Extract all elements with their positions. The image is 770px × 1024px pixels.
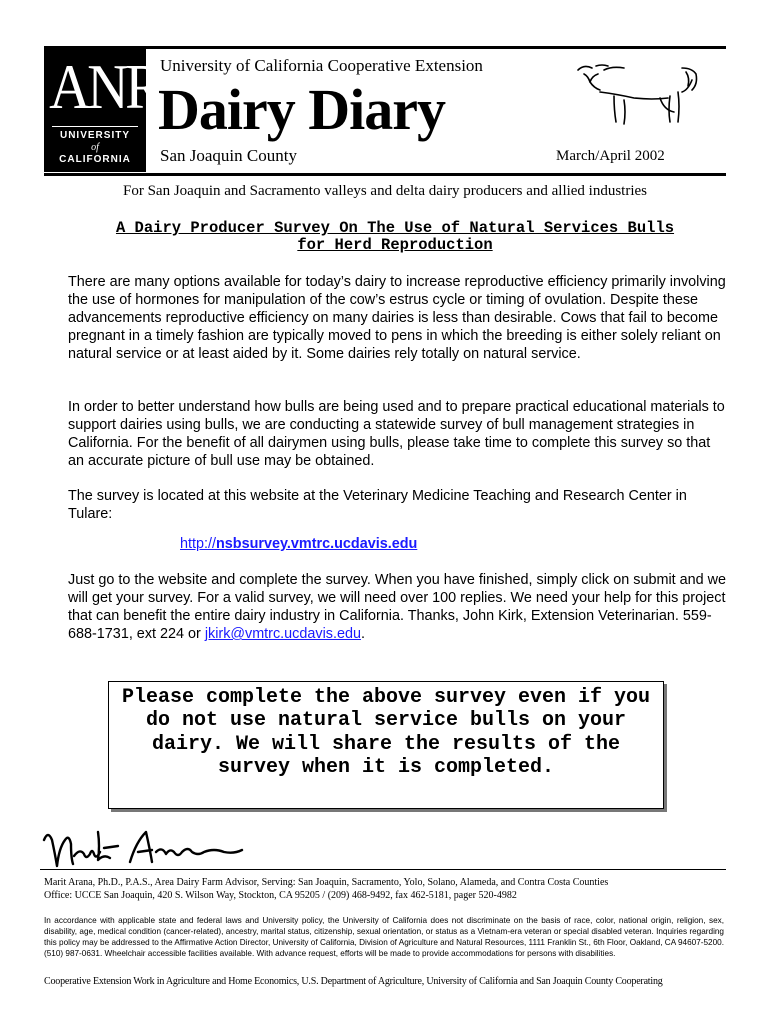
article-paragraph-4-text: Just go to the website and complete the survey. When you have finished, simply click on submit and we will get your survey. For a valid survey, we will need over 100 replies. We need your help for this project that can benefit the entire dairy industry in California. Thanks, John Kirk, Extension Veterinarian. 559-688-1731, ext 224 or xyxy=(68,572,727,642)
office-contact: Office: UCCE San Joaquin, 420 S. Wilson Way, Stockton, CA 95205 / (209) 468-9492, fax 462-5181, pager 520-4982 xyxy=(44,890,517,901)
article-paragraph-4 xyxy=(68,571,728,643)
newsletter-title: Dairy Diary xyxy=(158,77,445,142)
cow-icon xyxy=(574,60,706,146)
organization-name: University of California Cooperative Extension xyxy=(160,56,483,75)
masthead-top-rule xyxy=(146,46,726,49)
logo-of: of xyxy=(91,142,99,153)
article-paragraph-2: In order to better understand how bulls are being used and to prepare practical educational materials to support dairies using bulls, we are conducting a statewide survey of bull management strategies in California. For the benefit of all dairymen using bulls, please take time to complete this survey so that an accurate picture of bull use may be obtained. xyxy=(68,399,725,469)
county-name: San Joaquin County xyxy=(160,146,297,165)
survey-callout-text: Please complete the above survey even if you do not use natural service bulls on your dairy. We will share the results of the survey when it is completed. xyxy=(121,686,651,780)
article-heading-line1: A Dairy Producer Survey On The Use of Natural Services Bulls xyxy=(115,219,675,237)
article-heading-line2: for Herd Reproduction xyxy=(297,236,493,254)
survey-link-prefix: http:// xyxy=(180,536,216,552)
contact-email-link[interactable]: jkirk@vmtrc.ucdavis.edu xyxy=(204,626,361,642)
logo-letters: ANR xyxy=(49,51,160,122)
issue-date: March/April 2002 xyxy=(556,148,665,164)
logo-rule xyxy=(52,126,138,127)
newsletter-tagline: For San Joaquin and Sacramento valleys and delta dairy producers and allied industries xyxy=(122,183,648,199)
article-paragraph-3: The survey is located at this website at the Veterinary Medicine Teaching and Research Center in Tulare: xyxy=(68,488,687,522)
advisor-credit: Marit Arana, Ph.D., P.A.S., Area Dairy Farm Advisor, Serving: San Joaquin, Sacramento, Yolo, Solano, Alameda, and Contra Costa Counties xyxy=(44,877,609,888)
article-heading xyxy=(60,220,730,254)
logo-california: CALIFORNIA xyxy=(59,154,131,165)
survey-link-host: nsbsurvey.vmtrc.ucdavis.edu xyxy=(216,536,418,552)
survey-link[interactable] xyxy=(180,536,417,552)
cooperating-statement: Cooperative Extension Work in Agriculture and Home Economics, U.S. Department of Agriculture, University of California and San Joaquin County Cooperating xyxy=(44,976,663,987)
signature-icon xyxy=(38,822,288,872)
signature-rule xyxy=(40,869,726,870)
paragraph-4-end: . xyxy=(360,626,365,642)
anr-logo xyxy=(44,46,160,172)
logo-university: UNIVERSITY xyxy=(59,130,130,141)
masthead-bottom-rule xyxy=(44,173,726,176)
nondiscrimination-policy: In accordance with applicable state and federal laws and University policy, the University of California does not discriminate on the basis of race, color, national origin, religion, sex, disability, age, medical condition (cancer-related), ancestry, marital status, citizenship, sexual orientation, or status as a Vietnam-era veteran or special disabled veteran. Inquiries regarding this policy may be addressed to the Affirmative Action Director, University of California, Division of Agriculture and Natural Resources, 1111 Franklin St., 6th Floor, Oakland, CA 94607-5200. (510) 987-0631. Wheelchair accessible facilities available. With advance request, efforts will be made to provide accommodations for persons with disabilities. xyxy=(44,916,724,958)
article-paragraph-1: There are many options available for today’s dairy to increase reproductive efficiency primarily involving the use of hormones for manipulation of the cow’s estrus cycle or timing of ovulation. Despite these advancements reproductive efficiency on many dairies is less than desirable. Cows that fail to become pregnant in a timely fashion are typically moved to pens in which the breeding is either solely reliant on natural service or at least aided by it. Some dairies rely totally on natural service. xyxy=(68,274,726,362)
survey-callout-box xyxy=(108,681,664,809)
